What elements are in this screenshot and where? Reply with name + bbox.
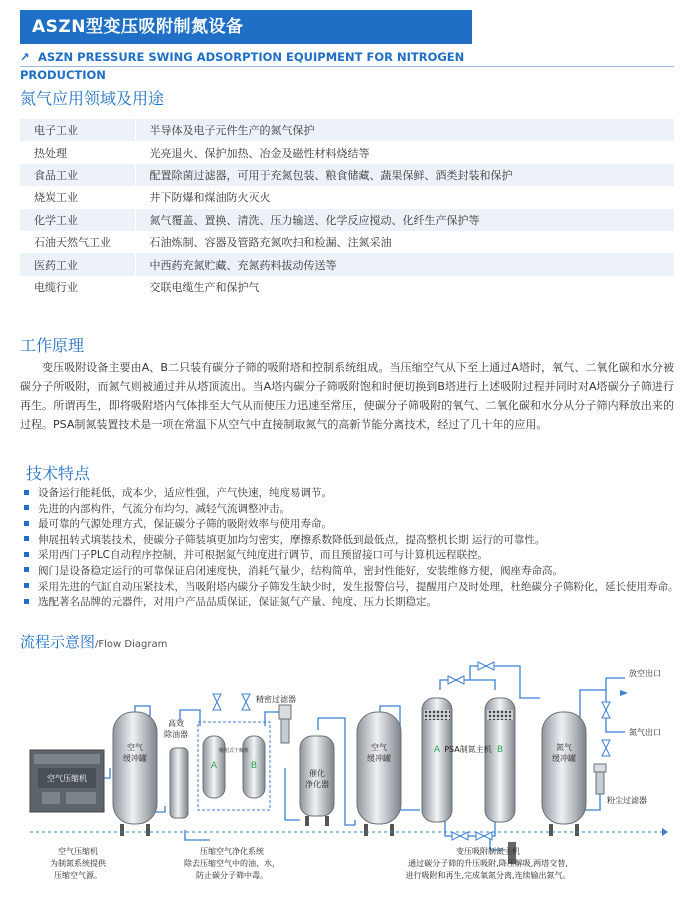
- vent-label: 放空出口: [629, 669, 661, 678]
- flow-captions: [50, 846, 571, 880]
- feature-text: 选配著名品牌的元器件，对用户产品品质保证，保证氮气产量、纯度、压力长期稳定。: [38, 596, 437, 609]
- oil-label-b: 除油器: [164, 730, 188, 739]
- flow-caption-line: 进行吸附和再生,完成氧氮分离,连续输出氮气。: [405, 871, 571, 880]
- features-title: 技术特点: [26, 464, 91, 483]
- application-row: [20, 164, 674, 186]
- baseline-arrow-icon: [662, 828, 668, 836]
- flow-caption-line: 为制氮系统提供: [50, 859, 106, 868]
- flow-caption-line: 空气压缩机: [58, 847, 98, 856]
- application-field: 石油天然气工业: [20, 231, 135, 253]
- application-use: 井下防爆和煤油防火灭火: [135, 186, 674, 208]
- header-divider: [20, 66, 674, 67]
- applications-table: [20, 119, 674, 298]
- flow-caption-line: 除去压缩空气中的油、水，: [184, 859, 280, 868]
- principle-title: 工作原理: [20, 336, 85, 355]
- bullet-square-icon: [24, 490, 29, 495]
- application-use: 光亮退火、保护加热、冶金及磁性材料烧结等: [135, 141, 674, 163]
- dust-filter: [594, 764, 647, 805]
- psa-tower-a: A: [433, 745, 441, 755]
- application-use: 交联电缆生产和保护气: [135, 276, 674, 298]
- bullet-square-icon: [24, 536, 29, 541]
- dryer-tower-b: B: [250, 761, 258, 771]
- purify-label-a: 催化: [309, 769, 325, 778]
- flow-caption-line: 防止碳分子筛中毒。: [196, 871, 268, 880]
- feature-text: 设备运行能耗低，成本少，适应性强，产气快速，纯度易调节。: [38, 487, 332, 499]
- application-field: 热处理: [20, 141, 135, 163]
- feature-text: 采用西门子PLC自动程序控制，并可根据氮气纯度进行调节，而且预留接口可与计算机远程联控。: [38, 549, 489, 562]
- application-row: [20, 276, 674, 298]
- feature-item: [24, 502, 674, 518]
- catalytic-purifier: [300, 736, 334, 826]
- principle-text: 变压吸附设备主要由A、B二只装有碳分子筛的吸附塔和控制系统组成。当压缩空气从下至上通过A塔时，氧气、二氧化碳和水分被碳分子所吸附，而氮气则被通过并从塔顶流出。当A塔内碳分子筛吸附饱和时便切换到B塔进行上述吸附过程并同时对A塔碳分子筛进行再生。所谓再生，即将吸附塔内气体排至大气从而使压力迅速至常压，使碳分子筛吸附的氧气、二氧化碳和水分从分子筛内释放出来的过程。PSA制氮装置技术是一项在常温下从空气中直接制取氮气的高新节能分离技术，经过了几十年的应用。: [20, 361, 674, 431]
- application-use: 配置除菌过滤器，可用于充氮包装、粮食储藏、蔬果保鲜、酒类封装和保护: [135, 164, 674, 186]
- oil-remover: [164, 718, 188, 818]
- adsorption-dryer: [198, 722, 270, 810]
- bullet-square-icon: [24, 567, 29, 572]
- flow-title: [20, 631, 167, 652]
- compressor-label: 空气压缩机: [47, 774, 87, 783]
- arrow-icon: ↗: [20, 50, 30, 64]
- flow-diagram: [0, 650, 694, 906]
- application-row: [20, 231, 674, 253]
- dryer-tower-a: A: [210, 761, 218, 771]
- psa-tower-b: B: [496, 745, 504, 755]
- n2-buffer-label-b: 缓冲罐: [552, 754, 576, 763]
- feature-text: 先进的内部构件，气流分布均匀，减轻气流调整冲击。: [38, 502, 290, 515]
- header-subtitle-text: ASZN PRESSURE SWING ADSORPTION EQUIPMENT FOR NITROGEN PRODUCTION: [20, 50, 465, 82]
- application-field: 食品工业: [20, 164, 135, 186]
- header-title: ASZN型变压吸附制氮设备: [20, 10, 472, 44]
- application-field: 电缆行业: [20, 276, 135, 298]
- feature-item: [24, 517, 674, 533]
- buffer2-label-b: 缓冲罐: [367, 754, 391, 763]
- air-compressor: [30, 750, 104, 812]
- outlet-arrow-icon: [620, 690, 628, 696]
- application-use: 石油炼制、容器及管路充氮吹扫和检漏、注氮采油: [135, 231, 674, 253]
- buffer1-label-a: 空气: [127, 743, 143, 752]
- application-row: [20, 141, 674, 163]
- air-buffer-tank-1: [113, 712, 157, 836]
- bullet-square-icon: [24, 552, 29, 557]
- precision-filter: [256, 694, 296, 743]
- air-buffer-tank-2: [357, 712, 401, 836]
- oil-label-a: 高效: [168, 719, 184, 728]
- buffer1-label-b: 缓冲罐: [123, 754, 147, 763]
- flow-caption-line: 压缩空气净化系统: [200, 847, 264, 856]
- flow-title-en: /Flow Diagram: [95, 639, 168, 650]
- flow-title-cn: 流程示意图: [20, 633, 96, 651]
- bullet-square-icon: [24, 583, 29, 588]
- feature-text: 采用先进的气缸自动压紧技术，当吸附塔内碳分子筛发生缺少时，发生报警信号，提醒用户及时处理，杜绝碳分子筛粉化，延长使用寿命。: [38, 580, 679, 593]
- application-row: [20, 209, 674, 231]
- dust-filter-label: 粉尘过滤器: [607, 796, 647, 805]
- n2-buffer-label-a: 氮气: [556, 743, 572, 752]
- feature-item: [24, 595, 674, 611]
- nitrogen-buffer-tank: [542, 712, 586, 836]
- application-field: 烧炭工业: [20, 186, 135, 208]
- application-row: [20, 119, 674, 141]
- n2-outlet-label: 氮气出口: [629, 728, 661, 737]
- purify-label-b: 净化器: [305, 780, 329, 789]
- feature-text: 伸展扭转式填装技术，使碳分子筛装填更加均匀密实，摩擦系数降低到最低点，提高整机长期 运行的可靠性。: [38, 533, 546, 546]
- feature-text: 最可靠的气源处理方式，保证碳分子筛的吸附效率与使用寿命。: [38, 518, 332, 531]
- feature-text: 阀门是设备稳定运行的可靠保证启闭速度快，消耗气量少，结构简单，密封性能好，安装维修方便，阀座寿命高。: [38, 564, 563, 577]
- application-field: 化学工业: [20, 209, 135, 231]
- feature-item: [24, 564, 674, 580]
- application-field: 医药工业: [20, 253, 135, 275]
- application-use: 氮气覆盖、置换、清洗、压力输送、化学反应搅动、化纤生产保护等: [135, 209, 674, 231]
- feature-item: [24, 580, 679, 596]
- buffer2-label-a: 空气: [371, 743, 387, 752]
- application-row: [20, 253, 674, 275]
- bullet-square-icon: [24, 505, 29, 510]
- applications-title: 氮气应用领域及用途: [20, 89, 165, 108]
- header-subtitle: [20, 48, 480, 82]
- bullet-square-icon: [24, 521, 29, 526]
- application-field: 电子工业: [20, 119, 135, 141]
- psa-main-unit: [422, 698, 516, 864]
- bullet-square-icon: [24, 599, 29, 604]
- application-use: 中西药充氮贮藏、充氮药料拔动传送等: [135, 253, 674, 275]
- feature-item: [24, 548, 674, 564]
- features-list: [24, 486, 679, 611]
- flow-caption-line: 通过碳分子筛的升压吸附,降压解吸,两塔交替,: [408, 859, 568, 868]
- precision-filter-label: 精密过滤器: [256, 695, 296, 704]
- dryer-label: 吸附式干燥机: [218, 748, 250, 754]
- flow-caption-line: 变压吸附制氮主机: [456, 847, 520, 856]
- application-use: 半导体及电子元件生产的氮气保护: [135, 119, 674, 141]
- flow-caption-line: 压缩空气源。: [54, 871, 102, 880]
- feature-item: [24, 486, 674, 502]
- feature-item: [24, 533, 674, 549]
- psa-label: PSA制氮主机: [444, 745, 492, 754]
- application-row: [20, 186, 674, 208]
